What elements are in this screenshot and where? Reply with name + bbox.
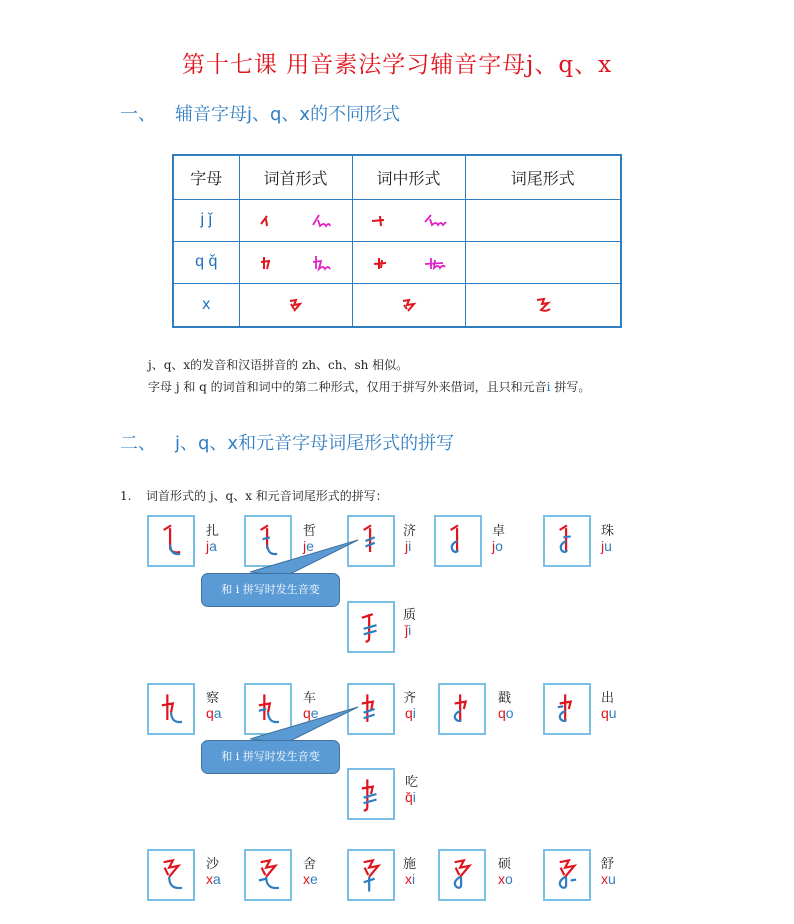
spelling-card xyxy=(543,683,591,735)
pinyin-label: qi xyxy=(405,705,416,721)
pinyin-label: ju xyxy=(601,538,612,554)
pinyin-label: ja xyxy=(206,538,217,554)
sound-change-callout: 和 i 拼写时发生音变 xyxy=(201,573,340,607)
pinyin-label: jo xyxy=(492,538,503,554)
hanzi-label: 卓 xyxy=(492,524,506,539)
medial-form-cell xyxy=(352,241,465,283)
j-initial-glyph xyxy=(255,210,283,230)
pinyin-label: xe xyxy=(303,871,318,887)
pinyin-label: xi xyxy=(405,871,416,887)
pinyin-label: je xyxy=(303,538,314,554)
table-row xyxy=(173,284,621,327)
note-2: 字母 j 和 q 的词首和词中的第二种形式，仅用于拼写外来借词，且只和元音i 拼写。 xyxy=(148,380,591,394)
table-header: 词中形式 xyxy=(352,155,465,199)
section-1-heading xyxy=(120,100,400,126)
sound-change-callout: 和 i 拼写时发生音变 xyxy=(201,740,340,774)
table-letter: x xyxy=(173,284,239,327)
note-1: j、q、x的发音和汉语拼音的 zh、ch、sh 相似。 xyxy=(148,358,409,372)
j-initial-alt-glyph xyxy=(308,210,336,230)
section-2-number: 二、 xyxy=(120,433,156,454)
q-initial-glyph xyxy=(255,253,283,273)
hanzi-label: 吃 xyxy=(405,775,419,790)
section-1-number: 一、 xyxy=(120,104,156,125)
hanzi-label: 施 xyxy=(403,857,417,872)
subsection-heading: 1. 词首形式的 j、q、x 和元音词尾形式的拼写： xyxy=(120,489,388,503)
x-final-glyph xyxy=(529,295,557,315)
table-letter: j ǰ xyxy=(173,199,239,241)
spelling-card xyxy=(438,849,486,901)
section-2-heading xyxy=(120,429,454,455)
initial-form-cell xyxy=(239,284,352,327)
spelling-card xyxy=(543,849,591,901)
q-medial-glyph xyxy=(368,253,396,273)
callout-pointer xyxy=(250,705,362,745)
hanzi-label: 舍 xyxy=(303,857,317,872)
section-1-title: 辅音字母j、q、x的不同形式 xyxy=(175,104,401,125)
hanzi-label: 珠 xyxy=(601,524,615,539)
hanzi-label: 戳 xyxy=(498,691,512,706)
spelling-card xyxy=(347,601,395,653)
medial-form-cell xyxy=(352,284,465,327)
hanzi-label: 质 xyxy=(403,608,417,623)
initial-form-cell xyxy=(239,199,352,241)
hanzi-label: 扎 xyxy=(206,524,220,539)
spelling-card xyxy=(438,683,486,735)
section-2-title: j、q、x和元音字母词尾形式的拼写 xyxy=(175,433,455,454)
hanzi-label: 出 xyxy=(601,691,615,706)
hanzi-label: 济 xyxy=(403,524,417,539)
hanzi-label: 沙 xyxy=(206,857,220,872)
pinyin-label: ji xyxy=(405,538,412,554)
q-initial-alt-glyph xyxy=(308,253,336,273)
pinyin-label: qu xyxy=(601,705,617,721)
q-medial-alt-glyph xyxy=(421,253,449,273)
pinyin-label: xa xyxy=(206,871,221,887)
spelling-card xyxy=(147,683,195,735)
table-row xyxy=(173,241,621,283)
spelling-card xyxy=(543,515,591,567)
hanzi-label: 察 xyxy=(206,691,220,706)
final-form-cell xyxy=(465,241,621,283)
table-header: 词尾形式 xyxy=(465,155,621,199)
pinyin-label: qa xyxy=(206,705,222,721)
hanzi-label: 硕 xyxy=(498,857,512,872)
pinyin-label: xo xyxy=(498,871,513,887)
page-title: 第十七课 用音素法学习辅音字母j、q、x xyxy=(181,52,613,78)
letter-forms-table xyxy=(172,154,622,328)
medial-form-cell xyxy=(352,199,465,241)
final-form-cell xyxy=(465,284,621,327)
spelling-card xyxy=(347,768,395,820)
j-medial-alt-glyph xyxy=(421,210,449,230)
spelling-card xyxy=(147,515,195,567)
table-header: 字母 xyxy=(173,155,239,199)
table-letter: q q̌ xyxy=(173,241,239,283)
spelling-card xyxy=(147,849,195,901)
pinyin-label: q̌i xyxy=(405,789,416,805)
table-header: 词首形式 xyxy=(239,155,352,199)
pinyin-label: ǰi xyxy=(405,622,412,638)
x-medial-glyph xyxy=(395,295,423,315)
hanzi-label: 齐 xyxy=(403,691,417,706)
hanzi-label: 舒 xyxy=(601,857,615,872)
spelling-card xyxy=(244,849,292,901)
spelling-card xyxy=(434,515,482,567)
pinyin-label: qo xyxy=(498,705,514,721)
hanzi-label: 哲 xyxy=(303,524,317,539)
spelling-card xyxy=(347,849,395,901)
final-form-cell xyxy=(465,199,621,241)
callout-pointer xyxy=(250,538,362,578)
pinyin-label: xu xyxy=(601,871,616,887)
pinyin-label: qe xyxy=(303,705,319,721)
initial-form-cell xyxy=(239,241,352,283)
j-medial-glyph xyxy=(368,210,396,230)
hanzi-label: 车 xyxy=(303,691,317,706)
table-row xyxy=(173,199,621,241)
x-initial-glyph xyxy=(282,295,310,315)
